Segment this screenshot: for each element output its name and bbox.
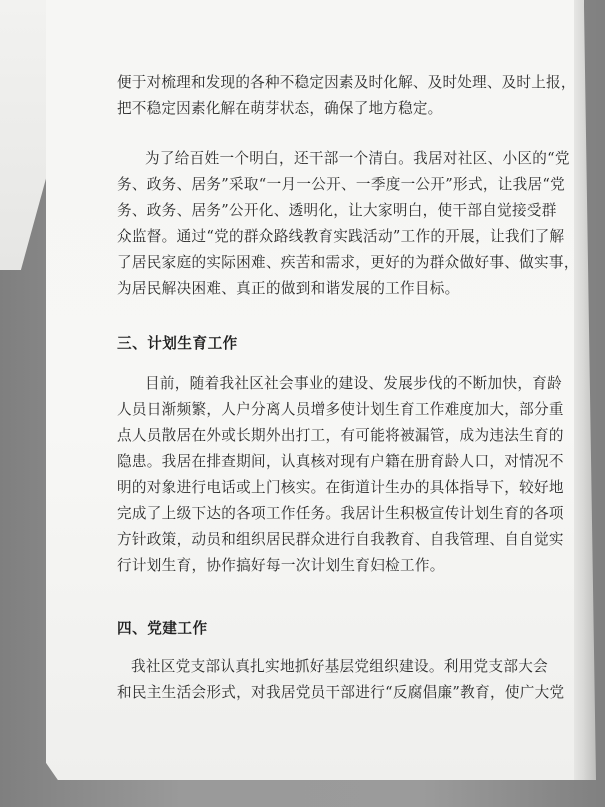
paragraph-line: 人员日渐频繁，人户分离人员增多使计划生育工作难度加大，部分重	[117, 401, 564, 418]
paragraph-line: 方针政策，动员和组织居民群众进行自我教育、自我管理、自自觉实	[117, 531, 564, 548]
paragraph-line: 便于对梳理和发现的各种不稳定因素及时化解、及时处理、及时上报，	[117, 74, 576, 91]
paragraph-line: 务、政务、居务”采取“一月一公开、一季度一公开”形式，让我居“党	[117, 176, 566, 193]
paragraph-line: 务、政务、居务”公开化、透明化，让大家明白，使干部自觉接受群	[117, 202, 557, 219]
paragraph-line: 完成了上级下达的各项工作任务。我居计生积极宣传计划生育的各项	[117, 505, 564, 522]
paragraph-line: 把不稳定因素化解在萌芽状态，确保了地方稳定。	[117, 100, 443, 117]
paragraph-line: 我社区党支部认真扎实地抓好基层党组织建设。利用党支部大会	[131, 658, 549, 675]
paragraph-2	[117, 146, 579, 302]
paragraph-line: 隐患。我居在排查期间，认真核对现有户籍在册育龄人口，对情况不	[117, 453, 564, 470]
paragraph-line: 为了给百姓一个明白，还干部一个清白。我居对社区、小区的“党	[145, 150, 570, 167]
paragraph-line: 行计划生育，协作搞好每一次计划生育妇检工作。	[117, 557, 445, 574]
paragraph-line: 和民主生活会形式，对我居党员干部进行“反腐倡廉”教育，使广大党	[117, 684, 565, 701]
paragraph-1	[117, 70, 576, 122]
paragraph-line: 目前，随着我社区社会事业的建设、发展步伐的不断加快，育龄	[145, 375, 563, 392]
paragraph-line: 明的对象进行电话或上门核实。在街道计生办的具体指导下，较好地	[117, 479, 564, 496]
paragraph-line: 了居民家庭的实际困难、疾苦和需求，更好的为群众做好事、做实事，	[117, 254, 579, 271]
paragraph-4	[117, 654, 564, 706]
paragraph-line: 为居民解决困难、真正的做到和谐发展的工作目标。	[117, 280, 460, 297]
paragraph-3	[117, 371, 564, 579]
section-heading-family-planning: 三、计划生育工作	[117, 335, 238, 352]
paragraph-line: 点人员散居在外或长期外出打工，有可能将被漏管，成为违法生育的	[117, 427, 564, 444]
section-heading-party-building: 四、党建工作	[117, 620, 208, 637]
paragraph-line: 众监督。通过“党的群众路线教育实践活动”工作的开展，让我们了解	[117, 228, 565, 245]
